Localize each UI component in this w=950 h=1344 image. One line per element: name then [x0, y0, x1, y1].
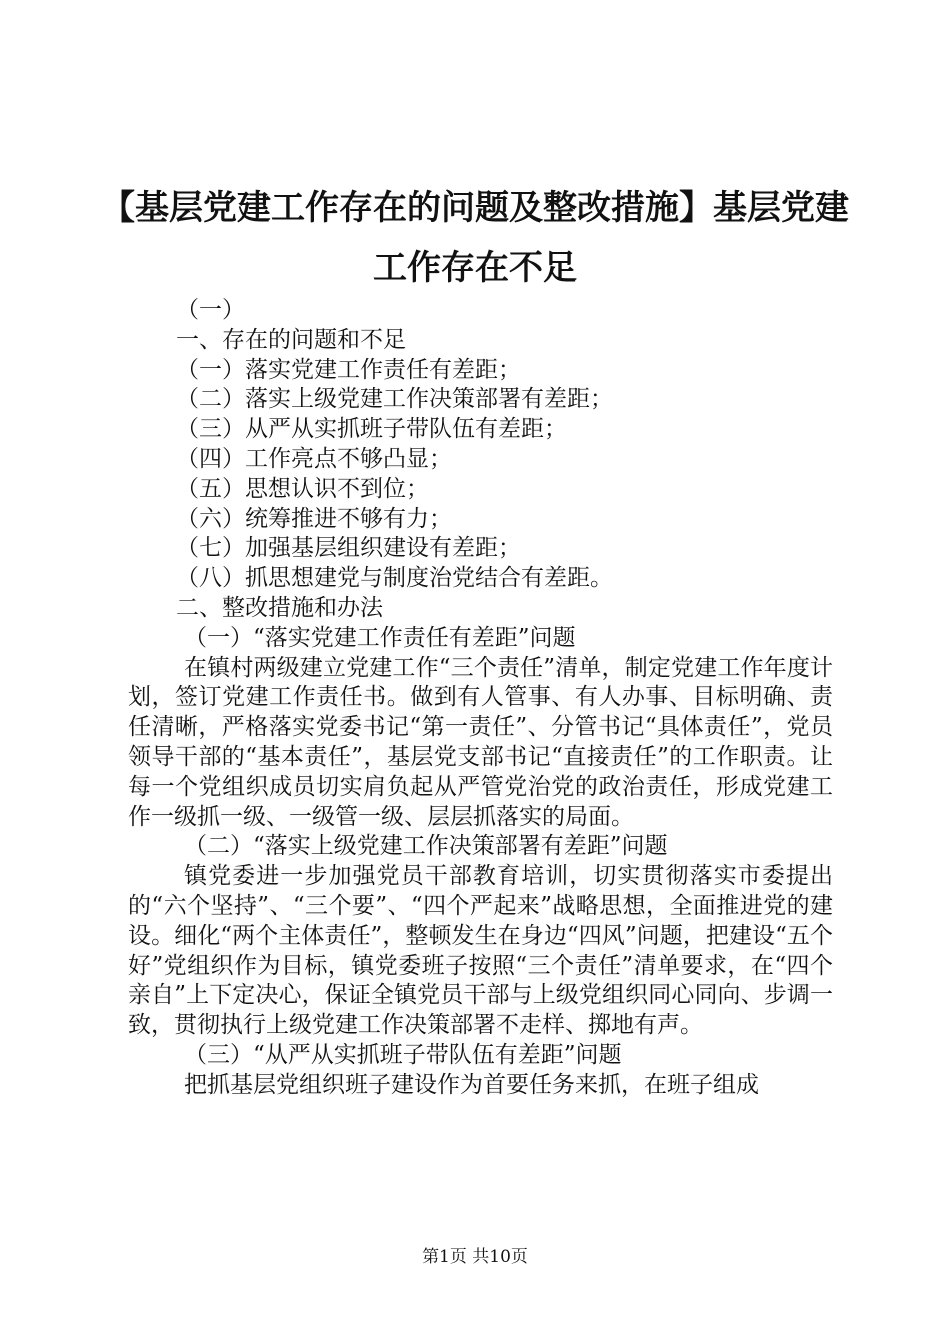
measure-title: （一）“落实党建工作责任有差距”问题	[184, 624, 576, 651]
page-number: 第1页 共10页	[422, 1247, 528, 1267]
problem-item: （一）落实党建工作责任有差距；	[176, 356, 521, 383]
measure-paragraph: 在镇村两级建立党建工作“三个责任”清单，制定党建工作年度计划，签订党建工作责任书。做到有人管事、有人办事、目标明确、责任清晰，严格落实党委书记“第一责任”、分管书记“具体责任”，党员领导干部的“基本责任”，基层党支部书记“直接责任”的工作职责。让每一个党组织成员切实肩负起从严管党治党的政治责任，形成党建工作一级抓一级、一级管一级、层层抓落实的局面。	[128, 654, 833, 830]
problem-item: （七）加强基层组织建设有差距；	[176, 535, 521, 562]
measure-title: （三）“从严从实抓班子带队伍有差距”问题	[184, 1041, 622, 1068]
problem-item: （六）统筹推进不够有力；	[176, 505, 452, 532]
heading-measures: 二、整改措施和办法	[176, 594, 383, 621]
document-title: 【基层党建工作存在的问题及整改措施】基层党建工作存在不足	[101, 188, 849, 288]
problem-item: （四）工作亮点不够凸显；	[176, 445, 452, 472]
problem-item: （五）思想认识不到位；	[176, 475, 429, 502]
heading-problems: 一、存在的问题和不足	[176, 326, 406, 353]
problem-item: （二）落实上级党建工作决策部署有差距；	[176, 386, 613, 413]
measure-paragraph: 镇党委进一步加强党员干部教育培训，切实贯彻落实市委提出的“六个坚持”、“三个要”、“四个严起来”战略思想，全面推进党的建设。细化“两个主体责任”，整顿发生在身边“四风”问题，把建设“五个好”党组织作为目标，镇党委班子按照“三个责任”清单要求，在“四个亲自”上下定决心，保证全镇党员干部与上级党组织同心同向、步调一致，贯彻执行上级党建工作决策部署不走样、掷地有声。	[128, 863, 833, 1039]
measure-title: （二）“落实上级党建工作决策部署有差距”问题	[184, 833, 668, 860]
problem-item: （三）从严从实抓班子带队伍有差距；	[176, 416, 567, 443]
measure-paragraph: 把抓基层党组织班子建设作为首要任务来抓，在班子组成	[184, 1071, 759, 1098]
section-marker: （一）	[176, 297, 245, 323]
problem-item: （八）抓思想建党与制度治党结合有差距。	[176, 565, 613, 592]
document-body	[128, 296, 833, 1101]
